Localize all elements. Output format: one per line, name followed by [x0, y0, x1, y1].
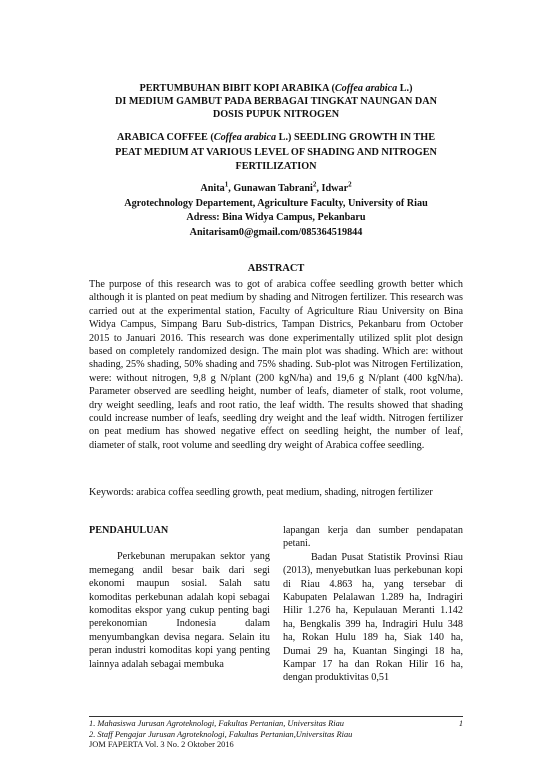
species-name: Coffea arabica: [213, 132, 277, 143]
footnote-1: 1. Mahasiswa Jurusan Agroteknologi, Fakultas Pertanian, Universitas Riau: [89, 719, 344, 728]
abstract-body: The purpose of this research was to got of arabica coffee seedling growth better which although it is planted on peat medium by shading and Nitrogen fertilizer. This research was carried out at the experimental station, Faculty of Agriculture Riau University on Bina Widya Campus, Simpang Baru Sub-districs, Tampan Districs, Pekanbaru from October 2015 to Januari 2016. This research was done experimentally utilized split plot design based on completely randomized design. The main plot was shading. Which are: without shading, 25% shading, 50% shading and 75% shading. Sub-plot was Nitrogen Fertilization, were: without nitrogen, 9,8 g N/plant (200 kgN/ha) and 19,6 g N/plant (400 kgN/ha). Parameter observed are seedling height, number of leafs, diameter of stalk, root volume, dry weight seedling, leafs and root ratio, the leaf width. The results showed that shading could increase number of leafs, seedling dry weight and the leaf width. Nitrogen fertilizer on peat medium has showed negative effect on seedling height, the number of leaf, diameter of stalk, root volume and seedling dry weight of Arabica coffee seedling.: [89, 279, 463, 451]
address: Adress: Bina Widya Campus, Pekanbaru: [186, 212, 366, 223]
author-block: [60, 182, 492, 240]
section-heading: PENDAHULUAN: [89, 525, 169, 536]
title-indonesian: PERTUMBUHAN BIBIT KOPI ARABIKA (Coffea arabica L.) DI MEDIUM GAMBUT PADA BERBAGAI TINGKAT NAUNGAN DAN DOSIS PUPUK NITROGEN: [115, 83, 437, 120]
keywords: Keywords: arabica coffea seedling growth, peat medium, shading, nitrogen fertilizer: [89, 487, 433, 498]
title-block: [60, 82, 492, 175]
author-names: Anita$^1$, Gunawan Tabrani$^2$, Idwar$^2$: [200, 180, 352, 194]
intro-paragraph: Badan Pusat Statistik Provinsi Riau (2013), menyebutkan luas perkebunan kopi di Riau 4.863 ha, yang tersebar di Kabupaten Pelalawan 1.289 ha, Indragiri Hilir 1.276 ha, Kepulauan Meranti 1.142 ha, Bengkalis 399 ha, Indragiri Hulu 348 ha, Rokan Hulu 189 ha, Siak 140 ha, Dumai 29 ha, Kuantan Singingi 18 ha, Kampar 17 ha dan Rokan Hilir 16 ha, dengan produktivitas 0,51: [283, 551, 463, 684]
species-name: Coffea arabica: [334, 83, 398, 94]
title-english: ARABICA COFFEE (Coffea arabica L.) SEEDLING GROWTH IN THE PEAT MEDIUM AT VARIOUS LEVEL OF SHADING AND NITROGEN FERTILIZATION: [115, 132, 437, 172]
footer: [89, 719, 463, 751]
intro-paragraph-continued: lapangan kerja dan sumber pendapatan petani.: [283, 525, 463, 550]
intro-paragraph: Perkebunan merupakan sektor yang memegang andil besar baik dari segi ekonomi maupun sosial. Salah satu komoditas perkebunan adalah kopi sebagai komoditas ekspor yang cukup penting bagi perekonomian Indonesia dalam menyumbangkan devisa negara. Selain itu peran industri komoditas kopi yang penting lainnya adalah sebagai membuka: [89, 551, 270, 670]
journal-info: JOM FAPERTA Vol. 3 No. 2 Oktober 2016: [89, 740, 234, 749]
left-column: [89, 524, 270, 671]
footer-divider: [89, 716, 463, 717]
right-column: [283, 524, 463, 685]
contact-email: Anitarisam0@gmail.com/085364519844: [189, 226, 363, 238]
abstract-heading: ABSTRACT: [247, 263, 305, 274]
affiliation: Agrotechnology Departement, Agriculture Faculty, University of Riau: [124, 197, 428, 209]
footnote-2: 2. Staff Pengajar Jurusan Agroteknologi, Fakultas Pertanian,Universitas Riau: [89, 729, 353, 739]
page-number: 1: [458, 719, 463, 728]
